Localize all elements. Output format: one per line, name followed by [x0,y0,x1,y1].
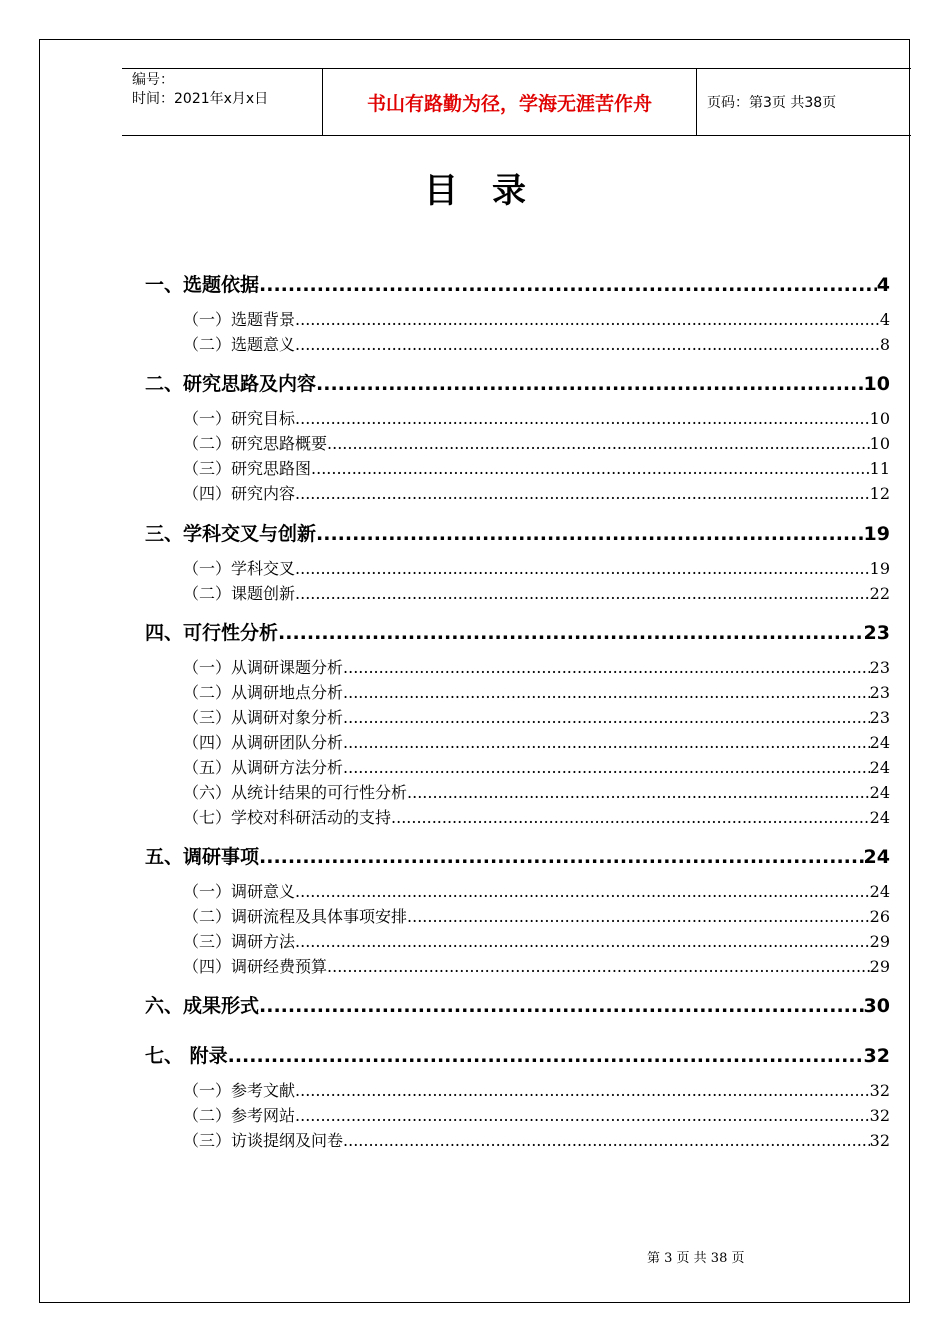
toc-subsection[interactable] [183,954,890,977]
toc-leader-dots [343,683,870,702]
toc-subsection[interactable] [183,705,890,728]
header-meta [122,69,323,135]
header-page-info: 页码：第3页 共38页 [707,95,837,111]
toc-subsection[interactable] [183,1103,890,1126]
toc-leader-dots [407,907,870,926]
toc-subsection[interactable] [183,755,890,778]
toc-subsection-title: （三）访谈提纲及问卷 [183,1131,344,1150]
toc-leader-dots [327,434,870,453]
toc-subsection-page: 32 [869,1081,890,1100]
toc-subsection-page: 29 [869,957,890,976]
toc-subsection[interactable] [183,655,890,678]
toc-leader-dots [228,1045,864,1067]
toc-subsection-title: （一）学科交叉 [183,559,296,578]
toc-leader-dots [259,995,864,1017]
toc-subsection-title: （一）选题背景 [183,310,296,329]
toc-subsection-page: 29 [869,932,890,951]
toc-subsection-page: 11 [869,459,890,478]
toc-subsection-page: 23 [869,708,890,727]
toc-section-title: 六、成果形式 [145,995,260,1017]
toc-subsection[interactable] [183,431,890,454]
toc-subsection[interactable] [183,456,890,479]
toc-section[interactable] [145,369,890,396]
toc-subsection[interactable] [183,1078,890,1101]
toc-subsection[interactable] [183,481,890,504]
toc-section-title: 一、选题依据 [145,274,260,296]
toc-leader-dots [295,484,870,503]
toc-subsection-page: 4 [879,310,890,329]
toc-subsection-page: 23 [869,658,890,677]
toc-leader-dots [295,882,870,901]
toc-subsection[interactable] [183,406,890,429]
toc-subsection-title: （六）从统计结果的可行性分析 [183,783,408,802]
toc-leader-dots [316,373,864,395]
toc-subsection-title: （五）从调研方法分析 [183,758,344,777]
toc-subsection-title: （三）从调研对象分析 [183,708,344,727]
toc-leader-dots [407,783,870,802]
toc-section[interactable] [145,1041,890,1068]
toc-leader-dots [343,1131,870,1150]
toc-section-page: 30 [863,995,890,1017]
toc-leader-dots [327,957,870,976]
toc-leader-dots [295,310,880,329]
toc-section-title: 五、调研事项 [145,846,260,868]
toc-subsection[interactable] [183,556,890,579]
toc-subsection-title: （三）研究思路图 [183,459,312,478]
header-time: 时间：2021年x月x日 [132,91,269,107]
toc-leader-dots [259,846,864,868]
toc-subsection-page: 22 [869,584,890,603]
page-header [122,68,911,136]
toc-leader-dots [343,708,870,727]
toc-section-page: 10 [863,373,890,395]
toc-subsection[interactable] [183,805,890,828]
header-number: 编号： [132,72,174,88]
toc-subsection[interactable] [183,730,890,753]
toc-subsection[interactable] [183,929,890,952]
toc-leader-dots [295,932,870,951]
toc-subsection-title: （四）从调研团队分析 [183,733,344,752]
toc-section[interactable] [145,618,890,645]
toc-subsection[interactable] [183,780,890,803]
toc-leader-dots [295,584,870,603]
toc-section-title: 七、 附录 [145,1045,228,1067]
toc-subsection-title: （一）从调研课题分析 [183,658,344,677]
toc-subsection-title: （二）选题意义 [183,335,296,354]
toc-section-page: 23 [863,622,890,644]
toc-subsection-page: 24 [869,882,890,901]
toc-subsection-page: 23 [869,683,890,702]
toc-section-page: 19 [863,523,890,545]
header-motto: 书山有路勤为径，学海无涯苦作舟 [323,69,697,135]
toc-leader-dots [311,459,870,478]
toc-subsection[interactable] [183,1128,890,1151]
toc-subsection-page: 12 [869,484,890,503]
toc-section[interactable] [145,991,890,1018]
toc-subsection-title: （二）调研流程及具体事项安排 [183,907,408,926]
toc-subsection[interactable] [183,581,890,604]
toc-section[interactable] [145,842,890,869]
toc-subsection[interactable] [183,904,890,927]
toc-subsection[interactable] [183,307,890,330]
toc-subsection-page: 10 [869,409,890,428]
toc-section-title: 四、可行性分析 [145,622,279,644]
toc-leader-dots [391,808,870,827]
toc-subsection-page: 32 [869,1106,890,1125]
toc-section-title: 三、学科交叉与创新 [145,523,317,545]
toc-leader-dots [295,335,880,354]
page-footer: 第 3 页 共 38 页 [647,1251,745,1266]
toc-subsection-title: （二）课题创新 [183,584,296,603]
toc-leader-dots [343,758,870,777]
toc-leader-dots [259,274,877,296]
toc-subsection-page: 24 [869,733,890,752]
toc-subsection-title: （七）学校对科研活动的支持 [183,808,392,827]
toc-subsection-page: 24 [869,808,890,827]
toc-subsection-title: （四）调研经费预算 [183,957,328,976]
toc-subsection-title: （四）研究内容 [183,484,296,503]
toc-leader-dots [343,733,870,752]
toc-subsection-title: （一）调研意义 [183,882,296,901]
toc-subsection-page: 24 [869,783,890,802]
toc-subsection[interactable] [183,680,890,703]
toc-section-page: 4 [876,274,890,296]
toc-leader-dots [343,658,870,677]
toc-subsection-page: 24 [869,758,890,777]
toc-title: 目录 [424,171,560,211]
toc-section-title: 二、研究思路及内容 [145,373,317,395]
toc-subsection-page: 26 [869,907,890,926]
toc-leader-dots [295,559,870,578]
toc-section[interactable] [145,519,890,546]
toc-subsection[interactable] [183,332,890,355]
toc-subsection-page: 19 [869,559,890,578]
toc-leader-dots [278,622,864,644]
toc-leader-dots [295,1081,870,1100]
toc-subsection[interactable] [183,879,890,902]
toc-section[interactable] [145,270,890,297]
toc-subsection-page: 32 [869,1131,890,1150]
toc-subsection-title: （一）研究目标 [183,409,296,428]
toc-subsection-page: 8 [879,335,890,354]
toc-section-page: 32 [863,1045,890,1067]
toc-subsection-page: 10 [869,434,890,453]
toc-subsection-title: （二）参考网站 [183,1106,296,1125]
toc-subsection-title: （二）研究思路概要 [183,434,328,453]
toc-leader-dots [295,1106,870,1125]
toc-section-page: 24 [863,846,890,868]
toc-subsection-title: （二）从调研地点分析 [183,683,344,702]
toc-subsection-title: （一）参考文献 [183,1081,296,1100]
toc-leader-dots [316,523,864,545]
toc-leader-dots [295,409,870,428]
toc-subsection-title: （三）调研方法 [183,932,296,951]
